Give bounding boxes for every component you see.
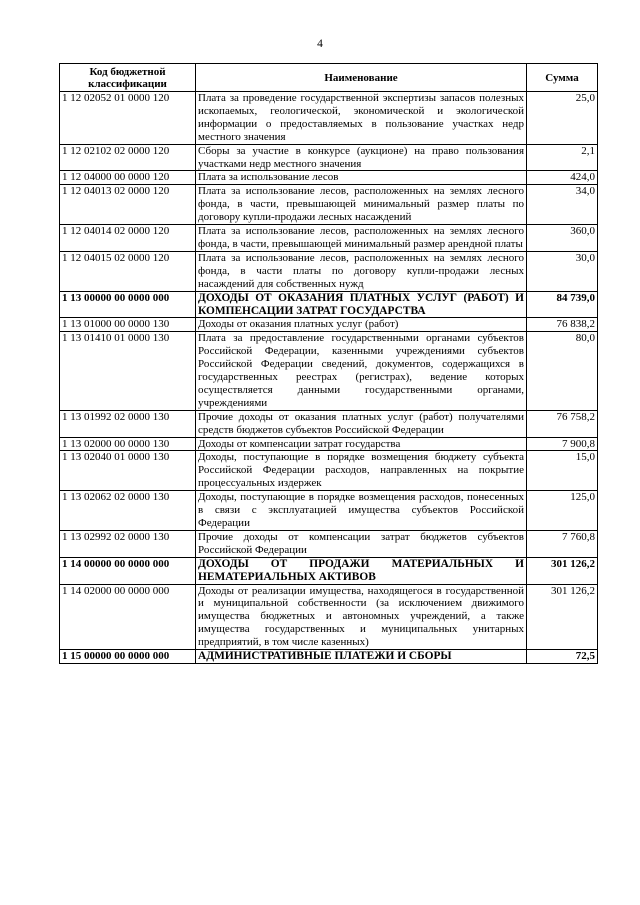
code-cell: 1 12 02052 01 0000 120: [60, 92, 196, 145]
code-cell: 1 13 02000 00 0000 130: [60, 437, 196, 451]
code-cell: 1 12 04000 00 0000 120: [60, 171, 196, 185]
name-cell: ДОХОДЫ ОТ ПРОДАЖИ МАТЕРИАЛЬНЫХ И НЕМАТЕРИАЛЬНЫХ АКТИВОВ: [196, 557, 527, 584]
sum-cell: 25,0: [527, 92, 598, 145]
table-row: [60, 144, 598, 171]
table-row: [60, 171, 598, 185]
name-cell: Прочие доходы от компенсации затрат бюджетов субъектов Российской Федерации: [196, 530, 527, 557]
name-cell: Плата за использование лесов: [196, 171, 527, 185]
name-cell: Плата за использование лесов, расположенных на землях лесного фонда, в части, превышающей минимальный размер арендной платы: [196, 225, 527, 252]
code-cell: 1 12 02102 02 0000 120: [60, 144, 196, 171]
table-row: [60, 530, 598, 557]
code-cell: 1 15 00000 00 0000 000: [60, 650, 196, 664]
name-cell: Плата за предоставление государственными органами субъектов Российской Федерации, казенными учреждениями субъектов Российской Федерации сведений, документов, содержащихся в государственных реестрах (регистрах), ведение которых осуществляется данными государственными органами, учреждениями: [196, 332, 527, 410]
code-cell: 1 13 01000 00 0000 130: [60, 318, 196, 332]
table-row: [60, 225, 598, 252]
header-sum: Сумма: [527, 64, 598, 92]
name-cell: Плата за использование лесов, расположенных на землях лесного фонда, в части платы по договору купли-продажи лесных насаждений для собственных нужд: [196, 251, 527, 291]
code-cell: 1 13 02992 02 0000 130: [60, 530, 196, 557]
code-cell: 1 12 04013 02 0000 120: [60, 185, 196, 225]
name-cell: Доходы от реализации имущества, находящегося в государственной и муниципальной собственности (за исключением движимого имущества бюджетных и автономных учреждений, а также имущества государственных и муниципальных унитарных предприятий, в том числе казенных): [196, 584, 527, 650]
table-body: [60, 92, 598, 664]
table-row: [60, 318, 598, 332]
name-cell: Прочие доходы от оказания платных услуг (работ) получателями средств бюджетов субъектов Российской Федерации: [196, 410, 527, 437]
name-cell: Доходы, поступающие в порядке возмещения расходов, понесенных в связи с эксплуатацией имущества субъектов Российской Федерации: [196, 491, 527, 531]
table-row: [60, 410, 598, 437]
name-cell: Доходы, поступающие в порядке возмещения бюджету субъекта Российской Федерации расходов, направленных на покрытие процессуальных издержек: [196, 451, 527, 491]
table-row: [60, 451, 598, 491]
code-cell: 1 14 02000 00 0000 000: [60, 584, 196, 650]
code-cell: 1 13 02062 02 0000 130: [60, 491, 196, 531]
table-row: [60, 437, 598, 451]
table-row: [60, 251, 598, 291]
table-row: [60, 557, 598, 584]
name-cell: Сборы за участие в конкурсе (аукционе) на право пользования участками недр местного значения: [196, 144, 527, 171]
code-cell: 1 13 01410 01 0000 130: [60, 332, 196, 410]
name-cell: АДМИНИСТРАТИВНЫЕ ПЛАТЕЖИ И СБОРЫ: [196, 650, 527, 664]
code-cell: 1 12 04015 02 0000 120: [60, 251, 196, 291]
name-cell: ДОХОДЫ ОТ ОКАЗАНИЯ ПЛАТНЫХ УСЛУГ (РАБОТ) И КОМПЕНСАЦИИ ЗАТРАТ ГОСУДАРСТВА: [196, 291, 527, 318]
table-row: [60, 584, 598, 650]
sum-cell: 80,0: [527, 332, 598, 410]
sum-cell: 2,1: [527, 144, 598, 171]
sum-cell: 76 838,2: [527, 318, 598, 332]
name-cell: Доходы от компенсации затрат государства: [196, 437, 527, 451]
sum-cell: 301 126,2: [527, 584, 598, 650]
sum-cell: 301 126,2: [527, 557, 598, 584]
sum-cell: 7 760,8: [527, 530, 598, 557]
sum-cell: 7 900,8: [527, 437, 598, 451]
sum-cell: 30,0: [527, 251, 598, 291]
sum-cell: 125,0: [527, 491, 598, 531]
code-cell: 1 14 00000 00 0000 000: [60, 557, 196, 584]
code-cell: 1 12 04014 02 0000 120: [60, 225, 196, 252]
table-row: [60, 185, 598, 225]
header-name: Наименование: [196, 64, 527, 92]
table-row: [60, 291, 598, 318]
code-cell: 1 13 00000 00 0000 000: [60, 291, 196, 318]
sum-cell: 72,5: [527, 650, 598, 664]
budget-table: [59, 63, 598, 664]
table-row: [60, 650, 598, 664]
table-row: [60, 491, 598, 531]
sum-cell: 360,0: [527, 225, 598, 252]
header-code: Код бюджетной классификации: [60, 64, 196, 92]
table-header-row: [60, 64, 598, 92]
table-row: [60, 92, 598, 145]
code-cell: 1 13 01992 02 0000 130: [60, 410, 196, 437]
code-cell: 1 13 02040 01 0000 130: [60, 451, 196, 491]
table-row: [60, 332, 598, 410]
sum-cell: 34,0: [527, 185, 598, 225]
name-cell: Доходы от оказания платных услуг (работ): [196, 318, 527, 332]
sum-cell: 84 739,0: [527, 291, 598, 318]
sum-cell: 424,0: [527, 171, 598, 185]
page-number: 4: [317, 38, 323, 50]
name-cell: Плата за использование лесов, расположенных на землях лесного фонда, в части, превышающей минимальный размер платы по договору купли-продажи лесных насаждений: [196, 185, 527, 225]
sum-cell: 15,0: [527, 451, 598, 491]
sum-cell: 76 758,2: [527, 410, 598, 437]
name-cell: Плата за проведение государственной экспертизы запасов полезных ископаемых, геологической, экономической и экологической информации о предоставляемых в пользование участках недр местного значения: [196, 92, 527, 145]
